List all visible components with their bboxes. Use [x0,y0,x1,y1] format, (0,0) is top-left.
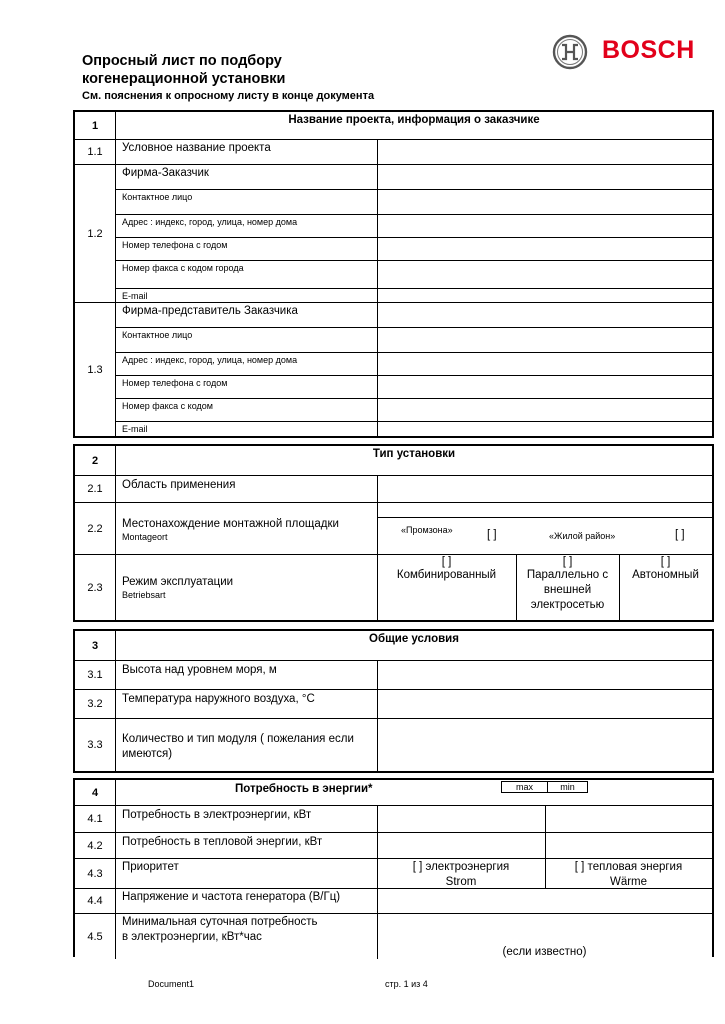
representative-firm-label: Фирма-представитель Заказчика [122,305,298,317]
industrial-zone-option[interactable]: «Промзона» [401,525,453,535]
section-heading: Название проекта, информация о заказчике [288,114,540,126]
page-subtitle: См. пояснения к опросному листу в конце документа [82,90,375,102]
priority-electricity-sublabel: Strom [445,876,477,888]
autonomous-mode-option: Автономный [632,569,699,581]
residential-zone-option[interactable]: «Жилой район» [549,531,616,541]
label-line-1: Количество и тип модуля ( пожелания если [122,733,354,745]
row-number: 4.5 [75,914,116,959]
row-label: Потребность в электроэнергии, кВт [122,809,312,821]
row-label [122,915,318,945]
row-number: 3.3 [75,719,116,771]
row-3-1 [75,660,712,689]
section-3-header-row [75,631,712,660]
section-2 [73,444,714,622]
email-label: E-mail [122,424,148,434]
parallel-mode-checkbox[interactable]: [ ] [562,556,573,568]
section-heading: Тип установки [372,448,456,460]
fax-label: Номер факса с кодом [122,401,213,411]
autonomous-mode-checkbox[interactable]: [ ] [660,556,671,568]
if-known-note: (если известно) [502,946,587,958]
address-label: Адрес : индекс, город, улица, номер дома [122,217,298,227]
row-label: Режим эксплуатации [122,576,234,588]
row-label [122,732,354,762]
row-label: Местонахождение монтажной площадки [122,518,339,530]
row-number: 4.1 [75,806,116,832]
row-label: Приоритет [122,861,179,873]
section-heading: Общие условия [369,633,459,645]
contact-person-label: Контактное лицо [122,330,193,340]
row-number: 1.2 [75,165,116,302]
row-number: 1.1 [75,140,116,164]
residential-zone-checkbox[interactable]: [ ] [675,529,685,541]
footer-page-number: стр. 1 из 4 [385,979,428,989]
section-4 [73,778,714,957]
row-3-3 [75,718,712,771]
email-label: E-mail [122,291,148,301]
fax-label: Номер факса с кодом города [122,263,244,273]
row-4-3 [75,858,712,888]
title-line-1: Опросный лист по подбору [82,53,282,69]
parallel-line-3: электросетью [530,599,605,611]
section-number: 2 [75,446,116,475]
row-4-4 [75,888,712,913]
section-4-header-row [75,780,712,805]
section-heading: Потребность в энергии* [235,783,373,795]
customer-firm-label: Фирма-Заказчик [122,167,209,179]
row-number: 3.1 [75,661,116,689]
row-4-5 [75,913,712,959]
row-number: 1.3 [75,303,116,436]
bosch-wordmark: BOSCH [602,36,695,64]
row-1-3 [75,302,712,436]
row-sublabel: Montageort [122,532,168,542]
min-column-label: min [547,781,588,793]
row-number: 2.2 [75,503,116,554]
bosch-logo [552,34,712,70]
label-line-2: имеются) [122,748,173,760]
row-sublabel: Betriebsart [122,590,166,600]
priority-heat-sublabel: Wärme [609,876,648,888]
row-2-3 [75,554,712,620]
label-line-2: в электроэнергии, кВт*час [122,931,262,943]
row-2-1 [75,475,712,502]
parallel-mode-option [516,568,619,613]
priority-electricity-option[interactable]: [ ] электроэнергия [412,861,510,873]
row-number: 4.3 [75,859,116,888]
priority-heat-option[interactable]: [ ] тепловая энергия [574,861,683,873]
row-label: Условное название проекта [122,142,271,154]
row-1-1 [75,139,712,164]
bosch-armature-icon [552,34,588,70]
row-number: 4.4 [75,889,116,913]
contact-person-label: Контактное лицо [122,192,193,202]
industrial-zone-checkbox[interactable]: [ ] [487,529,497,541]
row-2-2 [75,502,712,554]
address-label: Адрес : индекс, город, улица, номер дома [122,355,298,365]
row-label: Область применения [122,479,236,491]
footer-document-name: Document1 [148,979,195,989]
row-number: 3.2 [75,690,116,718]
section-number: 4 [75,780,116,805]
row-3-2 [75,689,712,718]
parallel-line-2: внешней [543,584,592,596]
max-column-label: max [501,781,548,793]
row-label: Высота над уровнем моря, м [122,664,277,676]
label-line-1: Минимальная суточная потребность [122,916,318,928]
row-number: 2.1 [75,476,116,502]
page-title [82,52,285,88]
row-number: 4.2 [75,833,116,858]
row-4-2 [75,832,712,858]
combined-mode-option: Комбинированный [396,569,497,581]
parallel-line-1: Параллельно с [526,569,609,581]
row-label: Температура наружного воздуха, °С [122,693,315,705]
row-1-2 [75,164,712,302]
section-1-header-row [75,112,712,139]
row-label: Напряжение и частота генератора (В/Гц) [122,891,341,903]
row-label: Потребность в тепловой энергии, кВт [122,836,323,848]
combined-mode-checkbox[interactable]: [ ] [441,556,452,568]
phone-label: Номер телефона с годом [122,240,228,250]
row-number: 2.3 [75,555,116,620]
title-line-2: когенерационной установки [82,71,286,87]
section-number: 3 [75,631,116,660]
section-2-header-row [75,446,712,475]
section-3 [73,629,714,773]
section-number: 1 [75,112,116,139]
phone-label: Номер телефона с годом [122,378,228,388]
section-1 [73,110,714,438]
row-4-1 [75,805,712,832]
